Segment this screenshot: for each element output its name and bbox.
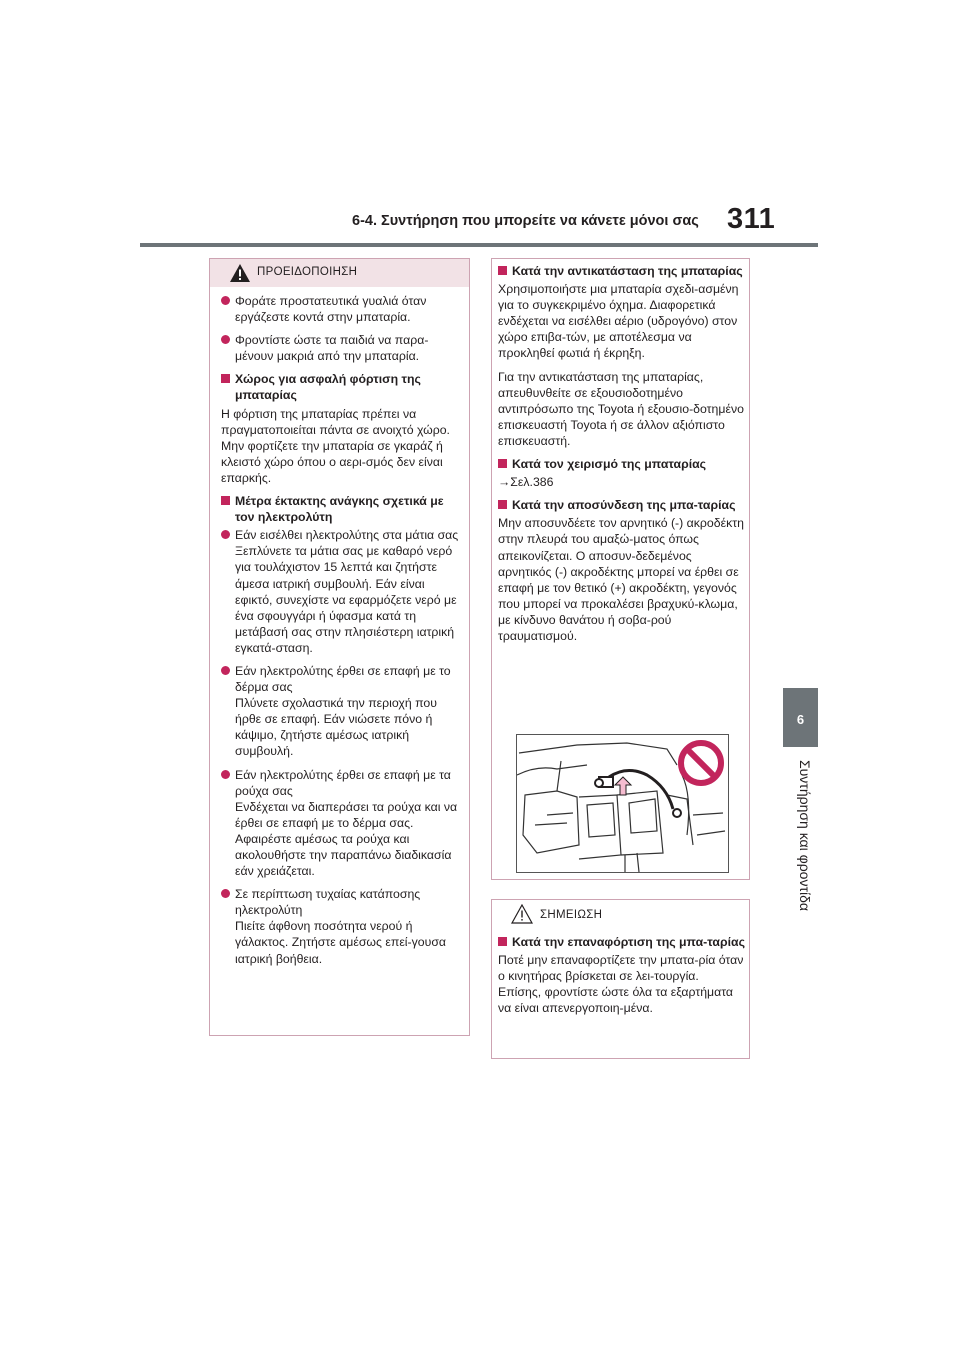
section-heading xyxy=(498,497,745,513)
bullet-text: Πιείτε άφθονη ποσότητα νερού ή γάλακτος. Ζητήστε αμέσως επεί-γουσα ιατρική βοήθεια. xyxy=(235,919,447,966)
section-heading xyxy=(498,934,745,950)
section-heading xyxy=(221,493,465,525)
square-bullet-icon xyxy=(498,937,507,946)
bullet-text: Φοράτε προστατευτικά γυαλιά όταν εργάζεστε κοντά στην μπαταρία. xyxy=(235,294,427,325)
bullet-icon xyxy=(221,889,230,898)
warning-content xyxy=(221,293,465,974)
paragraph: Η φόρτιση της μπαταρίας πρέπει να πραγματοποιείται πάντα σε ανοιχτό χώρο. Μην φορτίζετε την μπαταρία σε γκαράζ ή κλειστό χώρο όπου ο αερι-σμός δεν είναι επαρκής. xyxy=(221,406,450,485)
bullet-title: Εάν ηλεκτρολύτης έρθει σε επαφή με το δέρμα σας xyxy=(235,663,451,695)
square-bullet-icon xyxy=(221,496,230,505)
page-number: 311 xyxy=(727,203,776,235)
note-content xyxy=(498,934,745,1023)
battery-illustration-drawing xyxy=(517,735,728,872)
warning-header xyxy=(210,259,469,287)
list-item xyxy=(221,663,465,760)
note-header xyxy=(492,900,749,928)
bullet-icon xyxy=(221,296,230,305)
section-heading xyxy=(498,263,745,279)
chapter-tab: 6 xyxy=(783,688,818,747)
bullet-icon xyxy=(221,770,230,779)
note-heading: ΣΗΜΕΙΩΣΗ xyxy=(540,909,603,921)
list-item xyxy=(221,527,465,656)
list-item xyxy=(221,293,465,325)
warning-box xyxy=(209,258,470,1036)
bullet-text: Ενδέχεται να διαπεράσει τα ρούχα και να έρθει σε επαφή με το δέρμα σας. Αφαιρέστε αμέσως τα ρούχα και ακολουθήστε την παραπάνω διαδικασία εάν χρειάζεται. xyxy=(235,799,458,879)
paragraph: Για την αντικατάσταση της μπαταρίας, απευθυνθείτε σε εξουσιοδοτημένο αντιπρόσωπο της Toyota ή εξουσιο-δοτημένο επισκευαστή Toyota ή σε άλλον αξιόπιστο επισκευαστή. xyxy=(498,369,744,448)
battery-terminal-illustration xyxy=(516,734,729,873)
section-title: Χώρος για ασφαλή φόρτιση της μπαταρίας xyxy=(235,372,421,403)
chapter-side-label: Συντήρηση και φροντίδα xyxy=(797,760,813,911)
section-heading xyxy=(498,456,745,472)
paragraph: Μην αποσυνδέετε τον αρνητικό (-) ακροδέκτη στην πλευρά του αμαξώ-ματος όπως απεικονίζεται. Ο αποσυν-δεδεμένος αρνητικός (-) ακροδέκτης μπορεί να έρθει σε επαφή με τον θετικό (+) ακροδέκτη, γεγονός που μπορεί να προκαλέσει βραχυκύ-κλωμα, με κίνδυνο θανάτου ή σοβα-ρού τραυματισμού. xyxy=(498,516,744,643)
list-item xyxy=(221,332,465,364)
bullet-text: Ξεπλύνετε τα μάτια σας με καθαρό νερό για τουλάχιστον 15 λεπτά και ζητήστε άμεσα ιατρική συμβουλή. Εάν είναι εφικτό, συνεχίστε να εφαρμόζετε νερό με ένα σφουγγάρι ή ύφασμα κατά τη μετάβασή σας στην πλησιέστερη ιατρική εγκατά-σταση. xyxy=(235,544,457,655)
section-title: Μέτρα έκτακτης ανάγκης σχετικά με τον ηλεκτρολύτη xyxy=(235,494,444,525)
bullet-text: Φροντίστε ώστε τα παιδιά να παρα-μένουν μακριά από την μπαταρία. xyxy=(235,333,429,364)
paragraph: Χρησιμοποιήστε μια μπαταρία σχεδι-ασμένη για το συγκεκριμένο όχημα. Διαφορετικά ενδέχεται να εισέλθει αέριο (υδρογόνο) στον χώρο επιβα-τών, με αποτέλεσμα να προκληθεί φωτιά ή έκρηξη. xyxy=(498,282,739,361)
caution-triangle-icon xyxy=(511,904,533,924)
bullet-text: Πλύνετε σχολαστικά την περιοχή που ήρθε σε επαφή. Εάν νιώσετε πόνο ή κάψιμο, ζητήστε αμέσως ιατρική συμβουλή. xyxy=(235,696,437,759)
section-heading xyxy=(221,371,465,403)
section-title: Κατά την επαναφόρτιση της μπα-ταρίας xyxy=(512,935,745,949)
warning-heading: ΠΡΟΕΙΔΟΠΟΙΗΣΗ xyxy=(257,266,358,278)
list-item xyxy=(221,886,465,966)
warning-triangle-icon xyxy=(229,263,251,283)
section-title: Κατά τον χειρισμό της μπαταρίας xyxy=(512,457,707,472)
paragraph: Ποτέ μην επαναφορτίζετε την μπατα-ρία όταν ο κινητήρας βρίσκεται σε λει-τουργία. Επίσης, φροντίστε ώστε όλα τα εξαρτήματα να είναι απενεργοποιη-μένα. xyxy=(498,953,744,1016)
bullet-title: Σε περίπτωση τυχαίας κατάποσης ηλεκτρολύτη xyxy=(235,887,421,918)
square-bullet-icon xyxy=(498,266,507,275)
list-item xyxy=(221,767,465,880)
section-title: Κατά την αποσύνδεση της μπα-ταρίας xyxy=(512,498,736,513)
square-bullet-icon xyxy=(498,500,507,509)
header-rule xyxy=(140,243,818,247)
page-reference-link[interactable]: →Σελ.386 xyxy=(498,475,554,490)
square-bullet-icon xyxy=(221,374,230,383)
note-box xyxy=(491,899,750,1059)
warning-continuation-content xyxy=(498,263,745,651)
bullet-icon xyxy=(221,335,230,344)
square-bullet-icon xyxy=(498,459,507,468)
bullet-icon xyxy=(221,666,230,675)
bullet-icon xyxy=(221,530,230,539)
bullet-title: Εάν εισέλθει ηλεκτρολύτης στα μάτια σας xyxy=(235,528,459,543)
section-title: Κατά την αντικατάσταση της μπαταρίας xyxy=(512,264,743,278)
bullet-title: Εάν ηλεκτρολύτης έρθει σε επαφή με τα ρούχα σας xyxy=(235,767,451,798)
section-header-title: 6-4. Συντήρηση που μπορείτε να κάνετε μόνοι σας xyxy=(352,213,699,229)
